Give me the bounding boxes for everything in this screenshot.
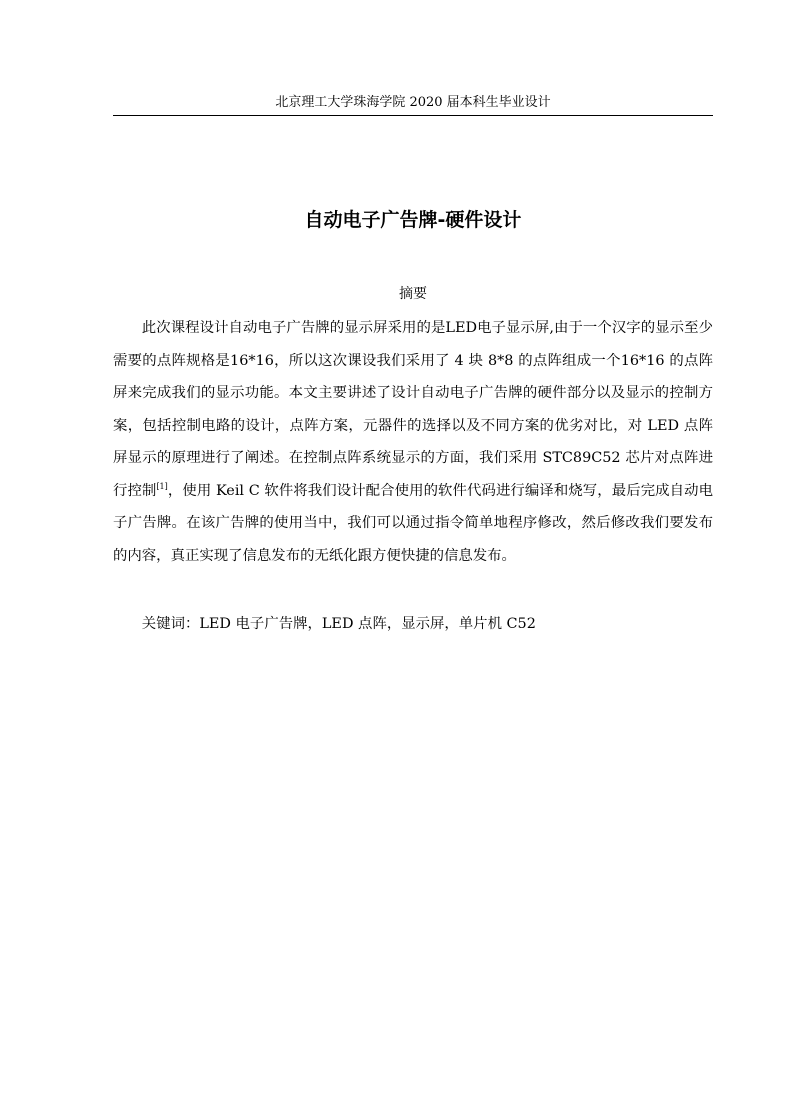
header-rule [113, 115, 713, 116]
abstract-heading: 摘要 [399, 286, 427, 302]
keywords-line: 关键词：LED 电子广告牌，LED 点阵，显示屏，单片机 C52 [141, 616, 536, 632]
abstract-text-part2: ，使用 Keil C 软件将我们设计配合使用的软件代码进行编译和烧写，最后完成自动电子广告牌。在该广告牌的使用当中，我们可以通过指令简单地程序修改，然后修改我们要发布的内容，真正实现了信息发布的无纸化跟方便快捷的信息发布。 [113, 482, 713, 564]
paper-title: 自动电子广告牌-硬件设计 [304, 209, 522, 231]
citation-reference[interactable]: [1] [156, 481, 168, 491]
abstract-text-part1: 此次课程设计自动电子广告牌的显示屏采用的是LED电子显示屏,由于一个汉字的显示至少需要的点阵规格是16*16，所以这次课设我们采用了 4 块 8*8 的点阵组成一个16*16 的点阵屏来完成我们的显示功能。本文主要讲述了设计自动电子广告牌的硬件部分以及显示的控制方案，包括控制电路的设计，点阵方案，元器件的选择以及不同方案的优劣对比，对 LED 点阵屏显示的原理进行了阐述。在控制点阵系统显示的方面，我们采用 STC89C52 芯片对点阵进行控制 [113, 320, 713, 499]
running-header: 北京理工大学珠海学院 2020 届本科生毕业设计 [275, 95, 551, 110]
abstract-paragraph [113, 312, 713, 572]
